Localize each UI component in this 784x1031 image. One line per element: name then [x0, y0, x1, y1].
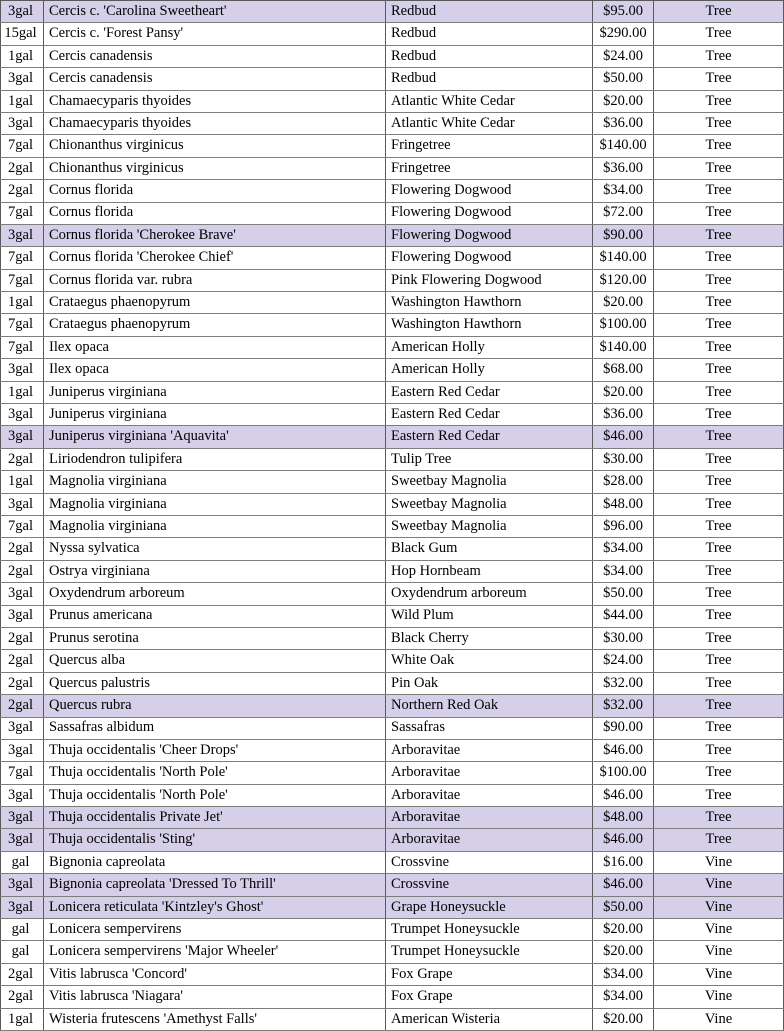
cell-common-name[interactable]: Tulip Tree	[386, 448, 593, 470]
cell-plant-type[interactable]: Tree	[654, 627, 784, 649]
cell-container-size[interactable]: 3gal	[1, 404, 44, 426]
cell-botanical-name[interactable]: Cornus florida 'Cherokee Chief'	[44, 247, 386, 269]
cell-botanical-name[interactable]: Quercus rubra	[44, 695, 386, 717]
cell-price[interactable]: $20.00	[593, 1008, 654, 1030]
cell-plant-type[interactable]: Tree	[654, 717, 784, 739]
cell-plant-type[interactable]: Tree	[654, 1, 784, 23]
cell-price[interactable]: $32.00	[593, 695, 654, 717]
cell-price[interactable]: $100.00	[593, 314, 654, 336]
cell-container-size[interactable]: 3gal	[1, 493, 44, 515]
cell-price[interactable]: $46.00	[593, 739, 654, 761]
cell-price[interactable]: $68.00	[593, 359, 654, 381]
cell-common-name[interactable]: Redbud	[386, 23, 593, 45]
cell-container-size[interactable]: 2gal	[1, 538, 44, 560]
cell-common-name[interactable]: Eastern Red Cedar	[386, 426, 593, 448]
cell-price[interactable]: $20.00	[593, 90, 654, 112]
table-row[interactable]	[1, 90, 784, 112]
cell-botanical-name[interactable]: Vitis labrusca 'Concord'	[44, 963, 386, 985]
cell-plant-type[interactable]: Tree	[654, 650, 784, 672]
cell-price[interactable]: $34.00	[593, 560, 654, 582]
table-row[interactable]	[1, 650, 784, 672]
cell-plant-type[interactable]: Tree	[654, 314, 784, 336]
table-row[interactable]	[1, 336, 784, 358]
table-row[interactable]	[1, 314, 784, 336]
cell-price[interactable]: $90.00	[593, 224, 654, 246]
cell-plant-type[interactable]: Tree	[654, 68, 784, 90]
cell-plant-type[interactable]: Tree	[654, 493, 784, 515]
cell-plant-type[interactable]: Tree	[654, 381, 784, 403]
cell-botanical-name[interactable]: Lonicera sempervirens 'Major Wheeler'	[44, 941, 386, 963]
cell-plant-type[interactable]: Tree	[654, 426, 784, 448]
table-row[interactable]	[1, 68, 784, 90]
cell-price[interactable]: $50.00	[593, 896, 654, 918]
table-row[interactable]	[1, 851, 784, 873]
table-row[interactable]	[1, 560, 784, 582]
cell-price[interactable]: $44.00	[593, 605, 654, 627]
cell-plant-type[interactable]: Tree	[654, 404, 784, 426]
cell-container-size[interactable]: 2gal	[1, 627, 44, 649]
cell-common-name[interactable]: Fringetree	[386, 135, 593, 157]
cell-price[interactable]: $48.00	[593, 493, 654, 515]
cell-botanical-name[interactable]: Sassafras albidum	[44, 717, 386, 739]
cell-container-size[interactable]: 1gal	[1, 90, 44, 112]
cell-common-name[interactable]: Eastern Red Cedar	[386, 404, 593, 426]
cell-common-name[interactable]: American Holly	[386, 336, 593, 358]
cell-price[interactable]: $32.00	[593, 672, 654, 694]
cell-common-name[interactable]: Black Cherry	[386, 627, 593, 649]
cell-container-size[interactable]: gal	[1, 851, 44, 873]
cell-plant-type[interactable]: Tree	[654, 247, 784, 269]
cell-container-size[interactable]: 2gal	[1, 180, 44, 202]
cell-container-size[interactable]: 2gal	[1, 560, 44, 582]
cell-common-name[interactable]: Sweetbay Magnolia	[386, 493, 593, 515]
table-row[interactable]	[1, 269, 784, 291]
table-row[interactable]	[1, 896, 784, 918]
cell-common-name[interactable]: Trumpet Honeysuckle	[386, 919, 593, 941]
cell-common-name[interactable]: Atlantic White Cedar	[386, 112, 593, 134]
table-row[interactable]	[1, 941, 784, 963]
cell-container-size[interactable]: 3gal	[1, 874, 44, 896]
cell-container-size[interactable]: 3gal	[1, 717, 44, 739]
cell-common-name[interactable]: Arboravitae	[386, 807, 593, 829]
cell-price[interactable]: $30.00	[593, 627, 654, 649]
cell-price[interactable]: $24.00	[593, 650, 654, 672]
table-row[interactable]	[1, 874, 784, 896]
cell-price[interactable]: $36.00	[593, 404, 654, 426]
table-row[interactable]	[1, 157, 784, 179]
cell-common-name[interactable]: Crossvine	[386, 874, 593, 896]
cell-botanical-name[interactable]: Crataegus phaenopyrum	[44, 314, 386, 336]
cell-plant-type[interactable]: Tree	[654, 829, 784, 851]
cell-botanical-name[interactable]: Cornus florida	[44, 202, 386, 224]
cell-botanical-name[interactable]: Lonicera reticulata 'Kintzley's Ghost'	[44, 896, 386, 918]
cell-container-size[interactable]: 2gal	[1, 695, 44, 717]
cell-price[interactable]: $48.00	[593, 807, 654, 829]
cell-common-name[interactable]: Eastern Red Cedar	[386, 381, 593, 403]
cell-price[interactable]: $140.00	[593, 336, 654, 358]
cell-container-size[interactable]: 3gal	[1, 224, 44, 246]
cell-container-size[interactable]: 3gal	[1, 829, 44, 851]
cell-price[interactable]: $28.00	[593, 471, 654, 493]
cell-botanical-name[interactable]: Wisteria frutescens 'Amethyst Falls'	[44, 1008, 386, 1030]
table-row[interactable]	[1, 493, 784, 515]
table-row[interactable]	[1, 135, 784, 157]
table-row[interactable]	[1, 359, 784, 381]
cell-price[interactable]: $50.00	[593, 68, 654, 90]
cell-botanical-name[interactable]: Thuja occidentalis 'North Pole'	[44, 762, 386, 784]
table-row[interactable]	[1, 180, 784, 202]
cell-botanical-name[interactable]: Thuja occidentalis 'Sting'	[44, 829, 386, 851]
cell-botanical-name[interactable]: Cornus florida var. rubra	[44, 269, 386, 291]
cell-botanical-name[interactable]: Liriodendron tulipifera	[44, 448, 386, 470]
cell-plant-type[interactable]: Tree	[654, 695, 784, 717]
cell-price[interactable]: $50.00	[593, 583, 654, 605]
table-row[interactable]	[1, 292, 784, 314]
cell-botanical-name[interactable]: Ilex opaca	[44, 359, 386, 381]
cell-container-size[interactable]: 3gal	[1, 583, 44, 605]
cell-common-name[interactable]: Hop Hornbeam	[386, 560, 593, 582]
cell-plant-type[interactable]: Tree	[654, 157, 784, 179]
cell-common-name[interactable]: Pin Oak	[386, 672, 593, 694]
cell-botanical-name[interactable]: Chamaecyparis thyoides	[44, 112, 386, 134]
cell-common-name[interactable]: Redbud	[386, 45, 593, 67]
cell-price[interactable]: $96.00	[593, 515, 654, 537]
table-row[interactable]	[1, 112, 784, 134]
cell-botanical-name[interactable]: Ostrya virginiana	[44, 560, 386, 582]
cell-price[interactable]: $46.00	[593, 874, 654, 896]
cell-price[interactable]: $290.00	[593, 23, 654, 45]
cell-container-size[interactable]: 2gal	[1, 986, 44, 1008]
table-row[interactable]	[1, 717, 784, 739]
table-row[interactable]	[1, 426, 784, 448]
cell-botanical-name[interactable]: Nyssa sylvatica	[44, 538, 386, 560]
cell-price[interactable]: $20.00	[593, 941, 654, 963]
cell-container-size[interactable]: gal	[1, 919, 44, 941]
cell-plant-type[interactable]: Tree	[654, 202, 784, 224]
cell-plant-type[interactable]: Tree	[654, 672, 784, 694]
cell-plant-type[interactable]: Tree	[654, 538, 784, 560]
cell-common-name[interactable]: American Holly	[386, 359, 593, 381]
cell-container-size[interactable]: 3gal	[1, 605, 44, 627]
cell-botanical-name[interactable]: Ilex opaca	[44, 336, 386, 358]
table-row[interactable]	[1, 583, 784, 605]
cell-plant-type[interactable]: Tree	[654, 583, 784, 605]
cell-container-size[interactable]: 1gal	[1, 292, 44, 314]
cell-container-size[interactable]: 2gal	[1, 448, 44, 470]
cell-common-name[interactable]: Flowering Dogwood	[386, 247, 593, 269]
cell-common-name[interactable]: Redbud	[386, 1, 593, 23]
cell-plant-type[interactable]: Tree	[654, 605, 784, 627]
cell-container-size[interactable]: 3gal	[1, 784, 44, 806]
cell-common-name[interactable]: American Wisteria	[386, 1008, 593, 1030]
cell-plant-type[interactable]: Tree	[654, 292, 784, 314]
cell-container-size[interactable]: 7gal	[1, 202, 44, 224]
table-row[interactable]	[1, 829, 784, 851]
cell-botanical-name[interactable]: Bignonia capreolata	[44, 851, 386, 873]
cell-price[interactable]: $20.00	[593, 919, 654, 941]
cell-common-name[interactable]: Oxydendrum arboreum	[386, 583, 593, 605]
cell-botanical-name[interactable]: Oxydendrum arboreum	[44, 583, 386, 605]
cell-plant-type[interactable]: Vine	[654, 963, 784, 985]
cell-container-size[interactable]: gal	[1, 941, 44, 963]
cell-botanical-name[interactable]: Cercis c. 'Forest Pansy'	[44, 23, 386, 45]
table-row[interactable]	[1, 762, 784, 784]
cell-plant-type[interactable]: Tree	[654, 762, 784, 784]
cell-container-size[interactable]: 1gal	[1, 1008, 44, 1030]
cell-plant-type[interactable]: Vine	[654, 1008, 784, 1030]
cell-common-name[interactable]: Flowering Dogwood	[386, 180, 593, 202]
table-row[interactable]	[1, 739, 784, 761]
cell-price[interactable]: $100.00	[593, 762, 654, 784]
cell-common-name[interactable]: Arboravitae	[386, 784, 593, 806]
cell-common-name[interactable]: Grape Honeysuckle	[386, 896, 593, 918]
cell-botanical-name[interactable]: Juniperus virginiana	[44, 381, 386, 403]
cell-common-name[interactable]: Fox Grape	[386, 986, 593, 1008]
table-row[interactable]	[1, 23, 784, 45]
cell-common-name[interactable]: Flowering Dogwood	[386, 202, 593, 224]
cell-plant-type[interactable]: Vine	[654, 919, 784, 941]
table-row[interactable]	[1, 1, 784, 23]
cell-botanical-name[interactable]: Vitis labrusca 'Niagara'	[44, 986, 386, 1008]
cell-common-name[interactable]: Northern Red Oak	[386, 695, 593, 717]
cell-container-size[interactable]: 3gal	[1, 359, 44, 381]
table-row[interactable]	[1, 627, 784, 649]
cell-common-name[interactable]: Sassafras	[386, 717, 593, 739]
cell-common-name[interactable]: White Oak	[386, 650, 593, 672]
table-row[interactable]	[1, 919, 784, 941]
cell-botanical-name[interactable]: Thuja occidentalis 'North Pole'	[44, 784, 386, 806]
cell-container-size[interactable]: 7gal	[1, 314, 44, 336]
cell-botanical-name[interactable]: Cornus florida 'Cherokee Brave'	[44, 224, 386, 246]
cell-botanical-name[interactable]: Magnolia virginiana	[44, 515, 386, 537]
cell-botanical-name[interactable]: Cercis canadensis	[44, 45, 386, 67]
cell-plant-type[interactable]: Tree	[654, 448, 784, 470]
cell-common-name[interactable]: Arboravitae	[386, 829, 593, 851]
cell-common-name[interactable]: Crossvine	[386, 851, 593, 873]
cell-price[interactable]: $34.00	[593, 963, 654, 985]
cell-plant-type[interactable]: Tree	[654, 784, 784, 806]
table-row[interactable]	[1, 45, 784, 67]
cell-plant-type[interactable]: Tree	[654, 359, 784, 381]
cell-container-size[interactable]: 7gal	[1, 762, 44, 784]
table-row[interactable]	[1, 807, 784, 829]
cell-botanical-name[interactable]: Cercis canadensis	[44, 68, 386, 90]
cell-price[interactable]: $36.00	[593, 112, 654, 134]
cell-price[interactable]: $140.00	[593, 247, 654, 269]
cell-container-size[interactable]: 2gal	[1, 963, 44, 985]
cell-plant-type[interactable]: Tree	[654, 90, 784, 112]
cell-botanical-name[interactable]: Chionanthus virginicus	[44, 157, 386, 179]
cell-price[interactable]: $46.00	[593, 426, 654, 448]
cell-plant-type[interactable]: Tree	[654, 135, 784, 157]
cell-plant-type[interactable]: Tree	[654, 45, 784, 67]
cell-common-name[interactable]: Trumpet Honeysuckle	[386, 941, 593, 963]
cell-plant-type[interactable]: Vine	[654, 874, 784, 896]
cell-price[interactable]: $36.00	[593, 157, 654, 179]
cell-price[interactable]: $140.00	[593, 135, 654, 157]
cell-botanical-name[interactable]: Thuja occidentalis Private Jet'	[44, 807, 386, 829]
cell-container-size[interactable]: 1gal	[1, 471, 44, 493]
cell-price[interactable]: $46.00	[593, 784, 654, 806]
cell-plant-type[interactable]: Vine	[654, 896, 784, 918]
cell-botanical-name[interactable]: Prunus americana	[44, 605, 386, 627]
cell-common-name[interactable]: Black Gum	[386, 538, 593, 560]
cell-container-size[interactable]: 3gal	[1, 739, 44, 761]
table-row[interactable]	[1, 381, 784, 403]
cell-common-name[interactable]: Wild Plum	[386, 605, 593, 627]
cell-botanical-name[interactable]: Bignonia capreolata 'Dressed To Thrill'	[44, 874, 386, 896]
cell-price[interactable]: $34.00	[593, 180, 654, 202]
cell-price[interactable]: $46.00	[593, 829, 654, 851]
table-row[interactable]	[1, 515, 784, 537]
cell-plant-type[interactable]: Tree	[654, 560, 784, 582]
cell-plant-type[interactable]: Vine	[654, 851, 784, 873]
cell-botanical-name[interactable]: Crataegus phaenopyrum	[44, 292, 386, 314]
cell-botanical-name[interactable]: Lonicera sempervirens	[44, 919, 386, 941]
cell-botanical-name[interactable]: Magnolia virginiana	[44, 471, 386, 493]
cell-plant-type[interactable]: Vine	[654, 941, 784, 963]
table-row[interactable]	[1, 963, 784, 985]
table-row[interactable]	[1, 471, 784, 493]
cell-common-name[interactable]: Washington Hawthorn	[386, 292, 593, 314]
cell-container-size[interactable]: 7gal	[1, 515, 44, 537]
cell-common-name[interactable]: Pink Flowering Dogwood	[386, 269, 593, 291]
cell-plant-type[interactable]: Tree	[654, 23, 784, 45]
cell-price[interactable]: $95.00	[593, 1, 654, 23]
table-row[interactable]	[1, 404, 784, 426]
cell-botanical-name[interactable]: Juniperus virginiana	[44, 404, 386, 426]
cell-price[interactable]: $34.00	[593, 538, 654, 560]
cell-botanical-name[interactable]: Thuja occidentalis 'Cheer Drops'	[44, 739, 386, 761]
table-row[interactable]	[1, 672, 784, 694]
cell-common-name[interactable]: Fringetree	[386, 157, 593, 179]
cell-common-name[interactable]: Arboravitae	[386, 739, 593, 761]
cell-price[interactable]: $72.00	[593, 202, 654, 224]
cell-container-size[interactable]: 7gal	[1, 247, 44, 269]
cell-plant-type[interactable]: Tree	[654, 112, 784, 134]
table-row[interactable]	[1, 784, 784, 806]
cell-price[interactable]: $30.00	[593, 448, 654, 470]
cell-container-size[interactable]: 1gal	[1, 45, 44, 67]
cell-price[interactable]: $34.00	[593, 986, 654, 1008]
cell-botanical-name[interactable]: Chamaecyparis thyoides	[44, 90, 386, 112]
cell-container-size[interactable]: 7gal	[1, 269, 44, 291]
cell-plant-type[interactable]: Tree	[654, 336, 784, 358]
cell-container-size[interactable]: 3gal	[1, 896, 44, 918]
cell-container-size[interactable]: 2gal	[1, 650, 44, 672]
cell-price[interactable]: $90.00	[593, 717, 654, 739]
cell-container-size[interactable]: 3gal	[1, 68, 44, 90]
table-row[interactable]	[1, 224, 784, 246]
cell-container-size[interactable]: 3gal	[1, 1, 44, 23]
cell-price[interactable]: $120.00	[593, 269, 654, 291]
cell-plant-type[interactable]: Vine	[654, 986, 784, 1008]
plant-inventory-table-body	[1, 1, 784, 1031]
cell-common-name[interactable]: Redbud	[386, 68, 593, 90]
cell-plant-type[interactable]: Tree	[654, 515, 784, 537]
cell-plant-type[interactable]: Tree	[654, 807, 784, 829]
cell-common-name[interactable]: Washington Hawthorn	[386, 314, 593, 336]
table-row[interactable]	[1, 695, 784, 717]
table-row[interactable]	[1, 986, 784, 1008]
cell-container-size[interactable]: 7gal	[1, 135, 44, 157]
cell-container-size[interactable]: 7gal	[1, 336, 44, 358]
cell-price[interactable]: $24.00	[593, 45, 654, 67]
cell-plant-type[interactable]: Tree	[654, 471, 784, 493]
cell-common-name[interactable]: Arboravitae	[386, 762, 593, 784]
table-row[interactable]	[1, 1008, 784, 1030]
cell-plant-type[interactable]: Tree	[654, 739, 784, 761]
cell-common-name[interactable]: Sweetbay Magnolia	[386, 471, 593, 493]
cell-container-size[interactable]: 15gal	[1, 23, 44, 45]
table-row[interactable]	[1, 605, 784, 627]
cell-common-name[interactable]: Fox Grape	[386, 963, 593, 985]
cell-common-name[interactable]: Flowering Dogwood	[386, 224, 593, 246]
cell-price[interactable]: $16.00	[593, 851, 654, 873]
cell-botanical-name[interactable]: Cornus florida	[44, 180, 386, 202]
cell-common-name[interactable]: Sweetbay Magnolia	[386, 515, 593, 537]
table-row[interactable]	[1, 202, 784, 224]
table-row[interactable]	[1, 247, 784, 269]
cell-container-size[interactable]: 3gal	[1, 807, 44, 829]
cell-container-size[interactable]: 2gal	[1, 157, 44, 179]
cell-plant-type[interactable]: Tree	[654, 269, 784, 291]
cell-container-size[interactable]: 3gal	[1, 112, 44, 134]
cell-botanical-name[interactable]: Chionanthus virginicus	[44, 135, 386, 157]
cell-container-size[interactable]: 3gal	[1, 426, 44, 448]
cell-common-name[interactable]: Atlantic White Cedar	[386, 90, 593, 112]
table-row[interactable]	[1, 448, 784, 470]
cell-botanical-name[interactable]: Magnolia virginiana	[44, 493, 386, 515]
cell-container-size[interactable]: 2gal	[1, 672, 44, 694]
cell-botanical-name[interactable]: Cercis c. 'Carolina Sweetheart'	[44, 1, 386, 23]
cell-plant-type[interactable]: Tree	[654, 180, 784, 202]
cell-price[interactable]: $20.00	[593, 381, 654, 403]
cell-plant-type[interactable]: Tree	[654, 224, 784, 246]
cell-botanical-name[interactable]: Quercus alba	[44, 650, 386, 672]
cell-container-size[interactable]: 1gal	[1, 381, 44, 403]
cell-botanical-name[interactable]: Quercus palustris	[44, 672, 386, 694]
table-row[interactable]	[1, 538, 784, 560]
cell-botanical-name[interactable]: Prunus serotina	[44, 627, 386, 649]
cell-price[interactable]: $20.00	[593, 292, 654, 314]
cell-botanical-name[interactable]: Juniperus virginiana 'Aquavita'	[44, 426, 386, 448]
